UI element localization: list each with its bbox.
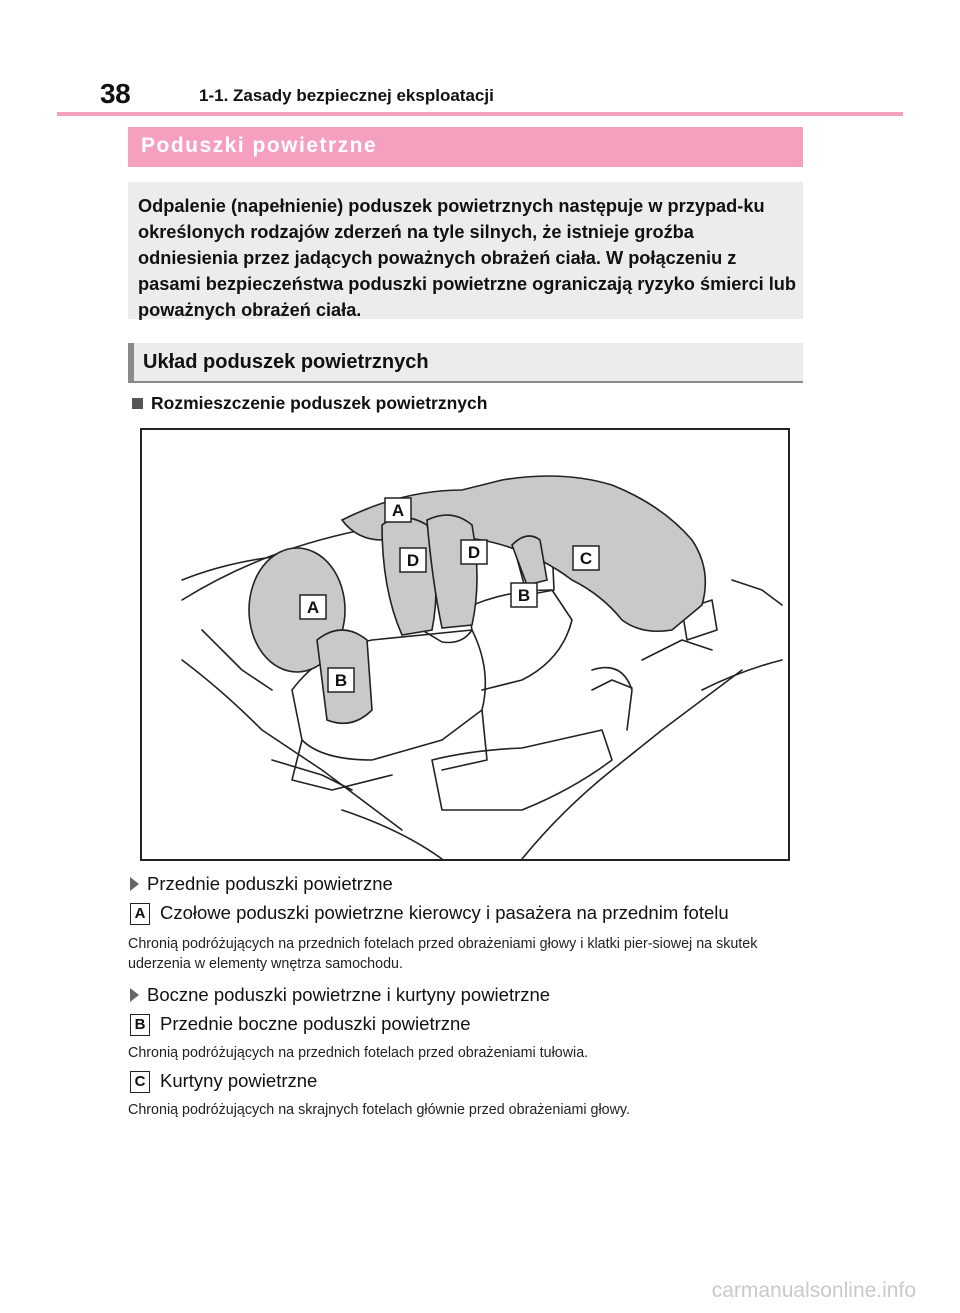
- section-label: 1-1. Zasady bezpiecznej eksploatacji: [199, 86, 494, 105]
- side-airbags-heading-text: Boczne poduszki powietrzne i kurtyny powietrzne: [147, 984, 551, 1005]
- label-b-left: B: [334, 671, 348, 690]
- intro-text: Odpalenie (napełnienie) poduszek powietrznych następuje w przypad-ku określonych rodzajów zderzeń na tyle silnych, że istnieje groźba odniesienia przez jadących poważnych obrażeń ciała. W połączeniu z pasami bezpieczeństwa poduszki powietrzne ograniczają ryzyko śmierci lub poważnych obrażeń ciała.: [138, 196, 796, 320]
- section-banner: [128, 127, 803, 167]
- header-rule: [57, 112, 903, 116]
- front-airbags-heading-text: Przednie poduszki powietrzne: [147, 873, 393, 894]
- airbag-diagram: [140, 428, 790, 861]
- page-number: 38: [100, 78, 131, 109]
- item-a-label: Czołowe poduszki powietrzne kierowcy i pasażera na przednim fotelu: [160, 902, 729, 923]
- square-bullet-icon: [132, 398, 143, 409]
- label-b-right: B: [517, 586, 531, 605]
- label-d-right: D: [467, 543, 481, 562]
- subsection-bar: [128, 343, 803, 383]
- side-airbags-heading: [130, 984, 550, 1006]
- intro-box: [128, 182, 803, 319]
- subheading-title: Rozmieszczenie poduszek powietrznych: [151, 393, 488, 413]
- watermark: carmanualsonline.info: [711, 1279, 916, 1302]
- item-b-description: Chronią podróżujących na przednich fotelach przed obrażeniami tułowia.: [128, 1045, 589, 1061]
- letter-box-a: A: [130, 903, 150, 925]
- front-airbags-heading: [130, 873, 393, 895]
- item-a-description: Chronią podróżujących na przednich fotelach przed obrażeniami głowy i klatki pier-siowej na skutek uderzenia w elementy wnętrza samochodu.: [128, 936, 758, 972]
- label-d-left: D: [406, 551, 420, 570]
- subsection-accent: [128, 343, 134, 381]
- item-c-label: Kurtyny powietrzne: [160, 1070, 318, 1091]
- letter-box-b: B: [130, 1014, 150, 1036]
- item-c-description: Chronią podróżujących na skrajnych fotelach głównie przed obrażeniami głowy.: [128, 1102, 630, 1118]
- label-c: C: [579, 549, 593, 568]
- label-a-top: A: [391, 501, 405, 520]
- arrow-bullet-icon: [130, 877, 139, 891]
- subsection-title: Układ poduszek powietrznych: [143, 351, 429, 373]
- subheading: [128, 393, 487, 414]
- letter-box-c: C: [130, 1071, 150, 1093]
- label-a-left: A: [306, 598, 320, 617]
- arrow-bullet-icon: [130, 988, 139, 1002]
- item-a: [130, 902, 729, 925]
- banner-title: Poduszki powietrzne: [141, 134, 378, 157]
- item-c: [130, 1070, 317, 1093]
- item-b-label: Przednie boczne poduszki powietrzne: [160, 1013, 471, 1034]
- item-b: [130, 1013, 471, 1036]
- airbag-illustration: [142, 430, 788, 859]
